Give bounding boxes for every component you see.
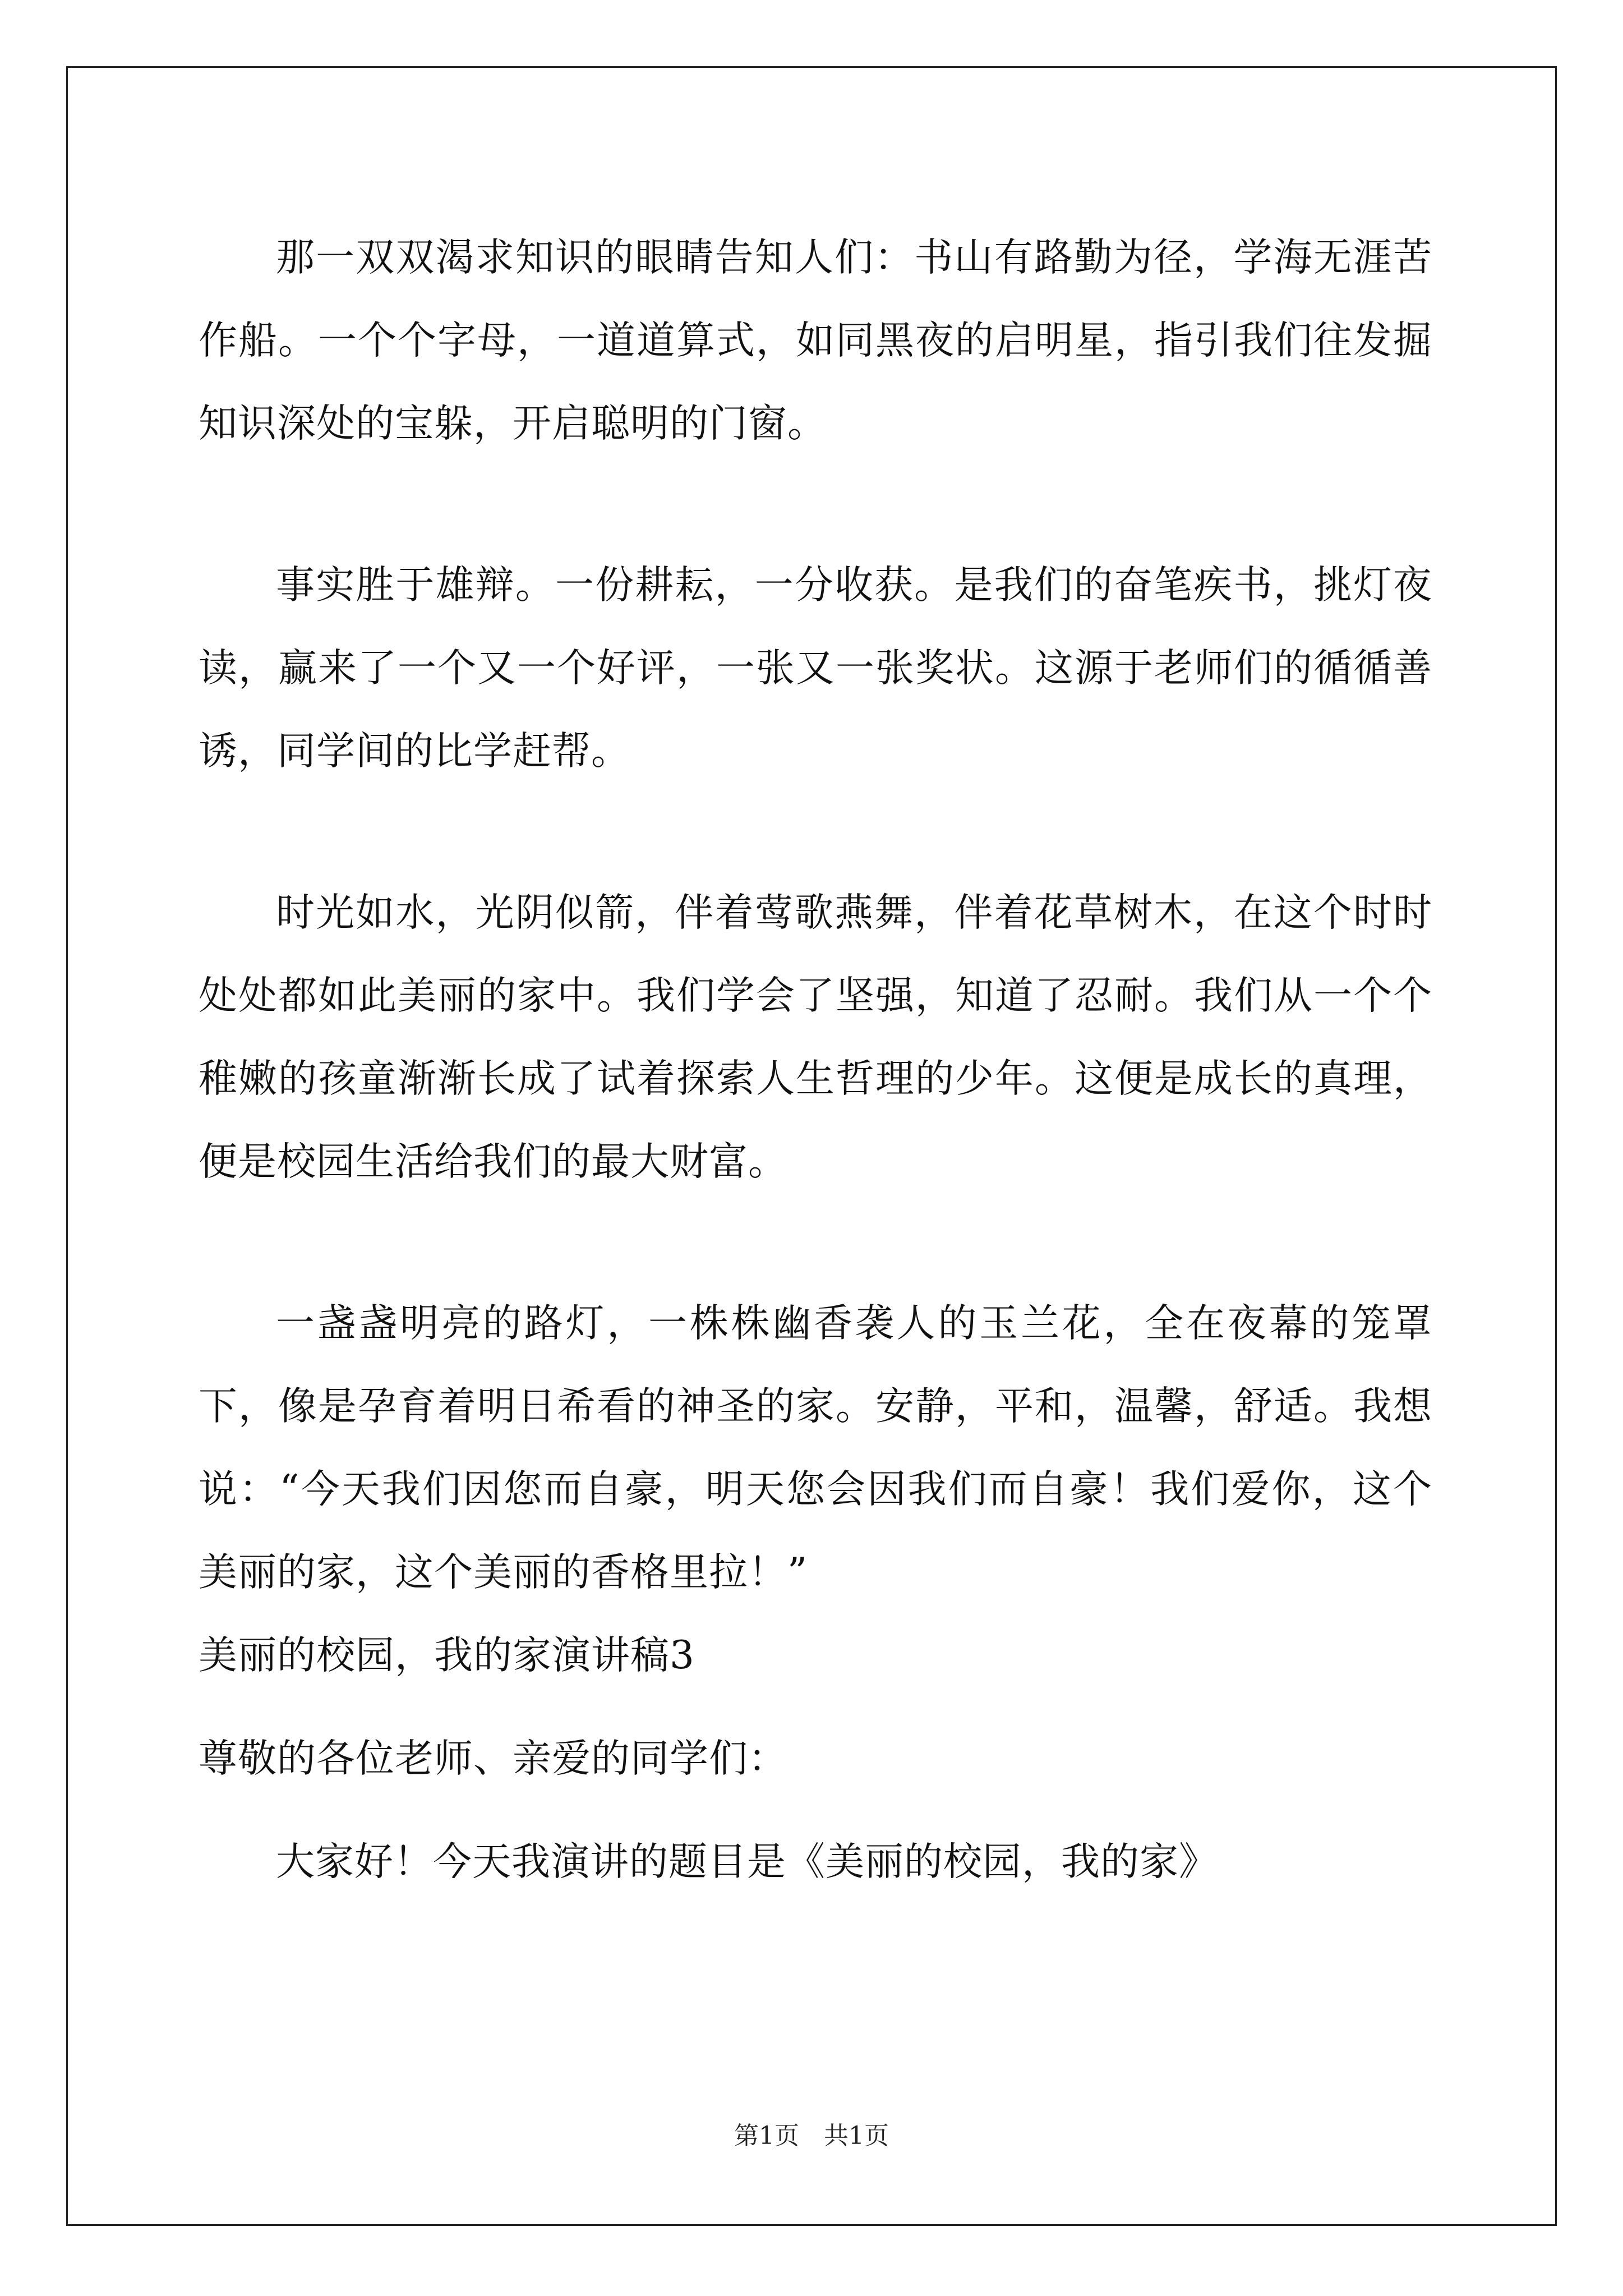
greeting-line: 尊敬的各位老师、亲爱的同学们： [199,1736,787,1781]
section-title: 美丽的校园，我的家演讲稿3 [199,1633,695,1678]
opening-line: 大家好！今天我演讲的题目是《美丽的校园，我的家》 [276,1839,1218,1884]
page-footer: 第1页 共1页 [734,2122,889,2150]
document-body [199,216,1432,1903]
paragraph-2: 事实胜于雄辩。一份耕耘，一分收获。是我们的奋笔疾书，挑灯夜读，赢来了一个又一个好评，一张又一张奖状。这源于老师们的循循善诱，同学间的比学赶帮。 [199,563,1432,774]
paragraph-1: 那一双双渴求知识的眼睛告知人们：书山有路勤为径，学海无涯苦作船。一个个字母，一道道算式，如同黑夜的启明星，指引我们往发掘知识深处的宝躲，开启聪明的门窗。 [199,235,1432,446]
paragraph-4: 一盏盏明亮的路灯，一株株幽香袭人的玉兰花，全在夜幕的笼罩下，像是孕育着明日希看的神圣的家。安静，平和，温馨，舒适。我想说：“今天我们因您而自豪，明天您会因我们而自豪！我们爱你，这个美丽的家，这个美丽的香格里拉！” [199,1301,1432,1595]
paragraph-3: 时光如水，光阴似箭，伴着莺歌燕舞，伴着花草树木，在这个时时处处都如此美丽的家中。我们学会了坚强，知道了忍耐。我们从一个个稚嫩的孩童渐渐长成了试着探索人生哲理的少年。这便是成长的真理，便是校园生活给我们的最大财富。 [199,890,1432,1184]
